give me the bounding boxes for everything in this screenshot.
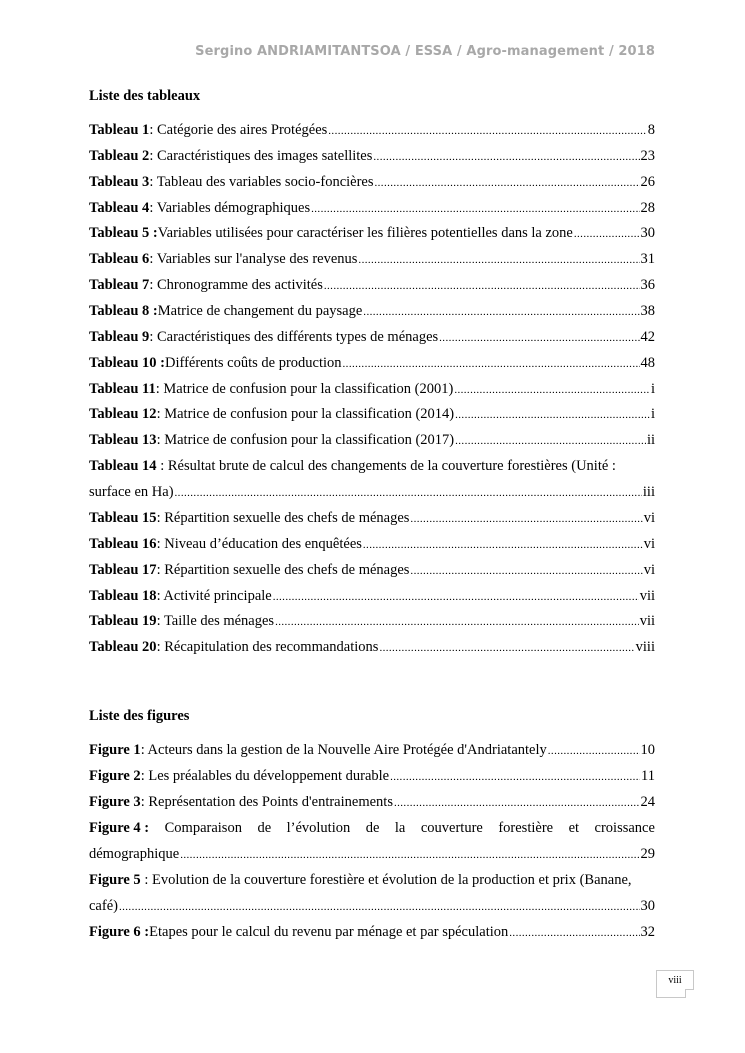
- figures-section-title: Liste des figures: [89, 708, 190, 724]
- entry-title: : Variables démographiques: [149, 199, 311, 216]
- entry-title-word: de: [257, 820, 272, 836]
- entry-label: Tableau 5 :: [89, 225, 158, 242]
- entry-page: 24: [640, 794, 655, 810]
- toc-entry-figure-2[interactable]: [89, 766, 655, 786]
- entry-title: : Tableau des variables socio-foncières: [149, 173, 374, 190]
- dot-leader: [455, 431, 646, 451]
- entry-page: 8: [647, 122, 655, 138]
- entry-label: Tableau 16: [89, 535, 157, 552]
- entry-label: Tableau 20: [89, 639, 157, 656]
- entry-title-cont: surface en Ha): [89, 484, 174, 500]
- toc-entry-tableau-6[interactable]: [89, 249, 655, 269]
- dot-leader: [410, 509, 642, 529]
- toc-entry-tableau-2[interactable]: [89, 146, 655, 166]
- toc-entry-tableau-13[interactable]: [89, 430, 655, 450]
- entry-label: Tableau 8 :: [89, 302, 158, 319]
- toc-entry-tableau-18[interactable]: [89, 586, 655, 606]
- toc-entry-tableau-1[interactable]: [89, 120, 655, 140]
- entry-title-word: de: [365, 820, 380, 836]
- entry-page: viii: [635, 639, 655, 656]
- dot-leader: [328, 121, 646, 141]
- toc-entry-tableau-16[interactable]: [89, 534, 655, 554]
- entry-page: 26: [640, 173, 655, 190]
- entry-label: Tableau 4: [89, 199, 150, 216]
- dot-leader: [394, 793, 640, 813]
- entry-label: Tableau 9: [89, 328, 150, 345]
- entry-label: Tableau 12: [89, 406, 157, 423]
- entry-label: Figure 1: [89, 742, 141, 758]
- toc-entry-tableau-19[interactable]: [89, 611, 655, 631]
- entry-page: 48: [640, 354, 655, 371]
- dot-leader: [379, 638, 634, 658]
- entry-label: Figure 4 :: [89, 820, 150, 836]
- toc-entry-tableau-10[interactable]: [89, 353, 655, 373]
- dot-leader: [273, 587, 639, 607]
- dot-leader: [119, 897, 640, 917]
- dot-leader: [358, 250, 639, 270]
- toc-entry-figure-1[interactable]: [89, 740, 655, 760]
- dot-leader: [311, 199, 639, 219]
- entry-title: Etapes pour le calcul du revenu par ménage et par spéculation: [149, 924, 509, 940]
- entry-title: : Niveau d’éducation des enquêtées: [156, 535, 362, 552]
- entry-label: Tableau 1: [89, 122, 150, 138]
- entry-page: 30: [640, 225, 655, 242]
- entry-title: : Activité principale: [156, 587, 272, 604]
- entry-label: Tableau 3: [89, 173, 150, 190]
- dot-leader: [180, 845, 639, 865]
- toc-entry-tableau-3[interactable]: [89, 172, 655, 192]
- entry-label: Tableau 15: [89, 510, 157, 526]
- page-number: viii: [668, 975, 682, 986]
- entry-title: : Répartition sexuelle des chefs de ménages: [156, 561, 410, 578]
- page-number-box: [656, 970, 694, 998]
- entry-page: 36: [640, 277, 655, 294]
- entry-title: : Taille des ménages: [156, 613, 275, 630]
- entry-title: : Catégorie des aires Protégées: [149, 122, 328, 138]
- entry-title: : Evolution de la couverture forestière et évolution de la production et prix (Banane,: [140, 872, 632, 888]
- dot-leader: [574, 224, 640, 244]
- dot-leader: [410, 561, 642, 581]
- entry-title: : Caractéristiques des images satellites: [149, 147, 373, 164]
- entry-label: Tableau 14: [89, 458, 157, 474]
- entry-title: Matrice de changement du paysage: [157, 302, 363, 319]
- entry-title-word: forestière: [498, 820, 554, 836]
- entry-label: Tableau 7: [89, 277, 150, 294]
- entry-page: vii: [639, 613, 655, 630]
- toc-entry-tableau-5[interactable]: [89, 223, 655, 243]
- entry-title: : Chronogramme des activités: [149, 277, 323, 294]
- toc-entry-figure-6[interactable]: [89, 922, 655, 942]
- toc-entry-tableau-20[interactable]: [89, 637, 655, 657]
- toc-entry-tableau-14-line1[interactable]: [89, 456, 655, 476]
- entry-title-word: couverture: [420, 820, 483, 836]
- entry-label: Tableau 10 :: [89, 354, 166, 371]
- toc-entry-figure-5-line2[interactable]: [89, 896, 655, 916]
- entry-label: Figure 2: [89, 768, 141, 784]
- entry-title: : Résultat brute de calcul des changements de la couverture forestières (Unité :: [156, 458, 616, 474]
- dot-leader: [375, 173, 640, 193]
- entry-title: : Matrice de confusion pour la classification (2001): [155, 380, 454, 397]
- dot-leader: [363, 535, 643, 555]
- toc-entry-figure-3[interactable]: [89, 792, 655, 812]
- dot-leader: [324, 276, 640, 296]
- entry-page: 38: [640, 302, 655, 319]
- toc-entry-figure-5-line1[interactable]: [89, 870, 655, 890]
- dot-leader: [363, 302, 639, 322]
- toc-entry-tableau-17[interactable]: [89, 560, 655, 580]
- dot-leader: [509, 923, 639, 943]
- entry-page: 23: [640, 147, 655, 164]
- toc-entry-tableau-14-line2[interactable]: [89, 482, 655, 502]
- entry-title-word: croissance: [594, 820, 655, 836]
- toc-entry-tableau-8[interactable]: [89, 301, 655, 321]
- entry-page: 29: [640, 846, 655, 862]
- dot-leader: [275, 612, 639, 632]
- entry-label: Tableau 11: [89, 380, 156, 397]
- entry-title-word: et: [568, 820, 580, 836]
- entry-title-word: Comparaison: [164, 820, 242, 836]
- entry-title: : Acteurs dans la gestion de la Nouvelle Aire Protégée d'Andriatantely: [140, 742, 547, 758]
- entry-page: 11: [641, 768, 655, 784]
- entry-title-cont: démographique: [89, 846, 180, 862]
- entry-title-word: l’évolution: [286, 820, 351, 836]
- entry-label: Tableau 6: [89, 251, 150, 268]
- entry-page: 32: [640, 924, 655, 940]
- entry-title: Variables utilisées pour caractériser les filières potentielles dans la zone: [157, 225, 573, 242]
- entry-page: i: [650, 380, 655, 397]
- entry-label: Tableau 13: [89, 432, 157, 449]
- entry-title: : Récapitulation des recommandations: [156, 639, 379, 656]
- entry-title: : Représentation des Points d'entrainements: [140, 794, 393, 810]
- dot-leader: [548, 741, 640, 761]
- entry-label: Tableau 18: [89, 587, 157, 604]
- entry-title: : Répartition sexuelle des chefs de ménages: [156, 510, 410, 526]
- entry-page: 30: [640, 898, 655, 914]
- toc-entry-tableau-7[interactable]: [89, 275, 655, 295]
- entry-title: : Matrice de confusion pour la classification (2017): [156, 432, 455, 449]
- entry-label: Figure 3: [89, 794, 141, 810]
- toc-entry-tableau-15[interactable]: [89, 508, 655, 528]
- entry-title: : Caractéristiques des différents types de ménages: [149, 328, 439, 345]
- dot-leader: [390, 767, 640, 787]
- entry-label: Figure 5: [89, 872, 141, 888]
- toc-entry-figure-4-line2[interactable]: [89, 844, 655, 864]
- dot-leader: [455, 405, 650, 425]
- entry-label: Figure 6 :: [89, 924, 150, 940]
- running-header: Sergino ANDRIAMITANTSOA / ESSA / Agro-management / 2018: [195, 44, 655, 59]
- entry-title-cont: café): [89, 898, 118, 914]
- entry-page: vi: [643, 535, 655, 552]
- entry-label: Tableau 17: [89, 561, 157, 578]
- entry-label: Tableau 2: [89, 147, 150, 164]
- toc-entry-tableau-12[interactable]: [89, 404, 655, 424]
- dot-leader: [439, 328, 639, 348]
- toc-entry-tableau-9[interactable]: [89, 327, 655, 347]
- entry-title: : Matrice de confusion pour la classification (2014): [156, 406, 455, 423]
- toc-entry-figure-4-line1[interactable]: [89, 818, 655, 838]
- entry-page: i: [650, 406, 655, 423]
- entry-page: iii: [642, 484, 655, 500]
- entry-page: 28: [640, 199, 655, 216]
- dot-leader: [373, 147, 639, 167]
- entry-page: 31: [640, 251, 655, 268]
- entry-page: vi: [643, 510, 655, 526]
- tables-section-title: Liste des tableaux: [89, 88, 201, 104]
- entry-title: : Variables sur l'analyse des revenus: [149, 251, 358, 268]
- entry-page: 10: [640, 742, 655, 758]
- entry-page: ii: [646, 432, 655, 449]
- dot-leader: [175, 483, 642, 503]
- entry-page: vii: [639, 587, 655, 604]
- entry-label: Tableau 19: [89, 613, 157, 630]
- dot-leader: [343, 354, 640, 374]
- entry-page: 42: [640, 328, 655, 345]
- entry-title-word: la: [394, 820, 406, 836]
- entry-title: Différents coûts de production: [165, 354, 342, 371]
- entry-title: : Les préalables du développement durable: [140, 768, 390, 784]
- entry-page: vi: [643, 561, 655, 578]
- toc-entry-tableau-4[interactable]: [89, 198, 655, 218]
- toc-entry-tableau-11[interactable]: [89, 379, 655, 399]
- dot-leader: [454, 380, 650, 400]
